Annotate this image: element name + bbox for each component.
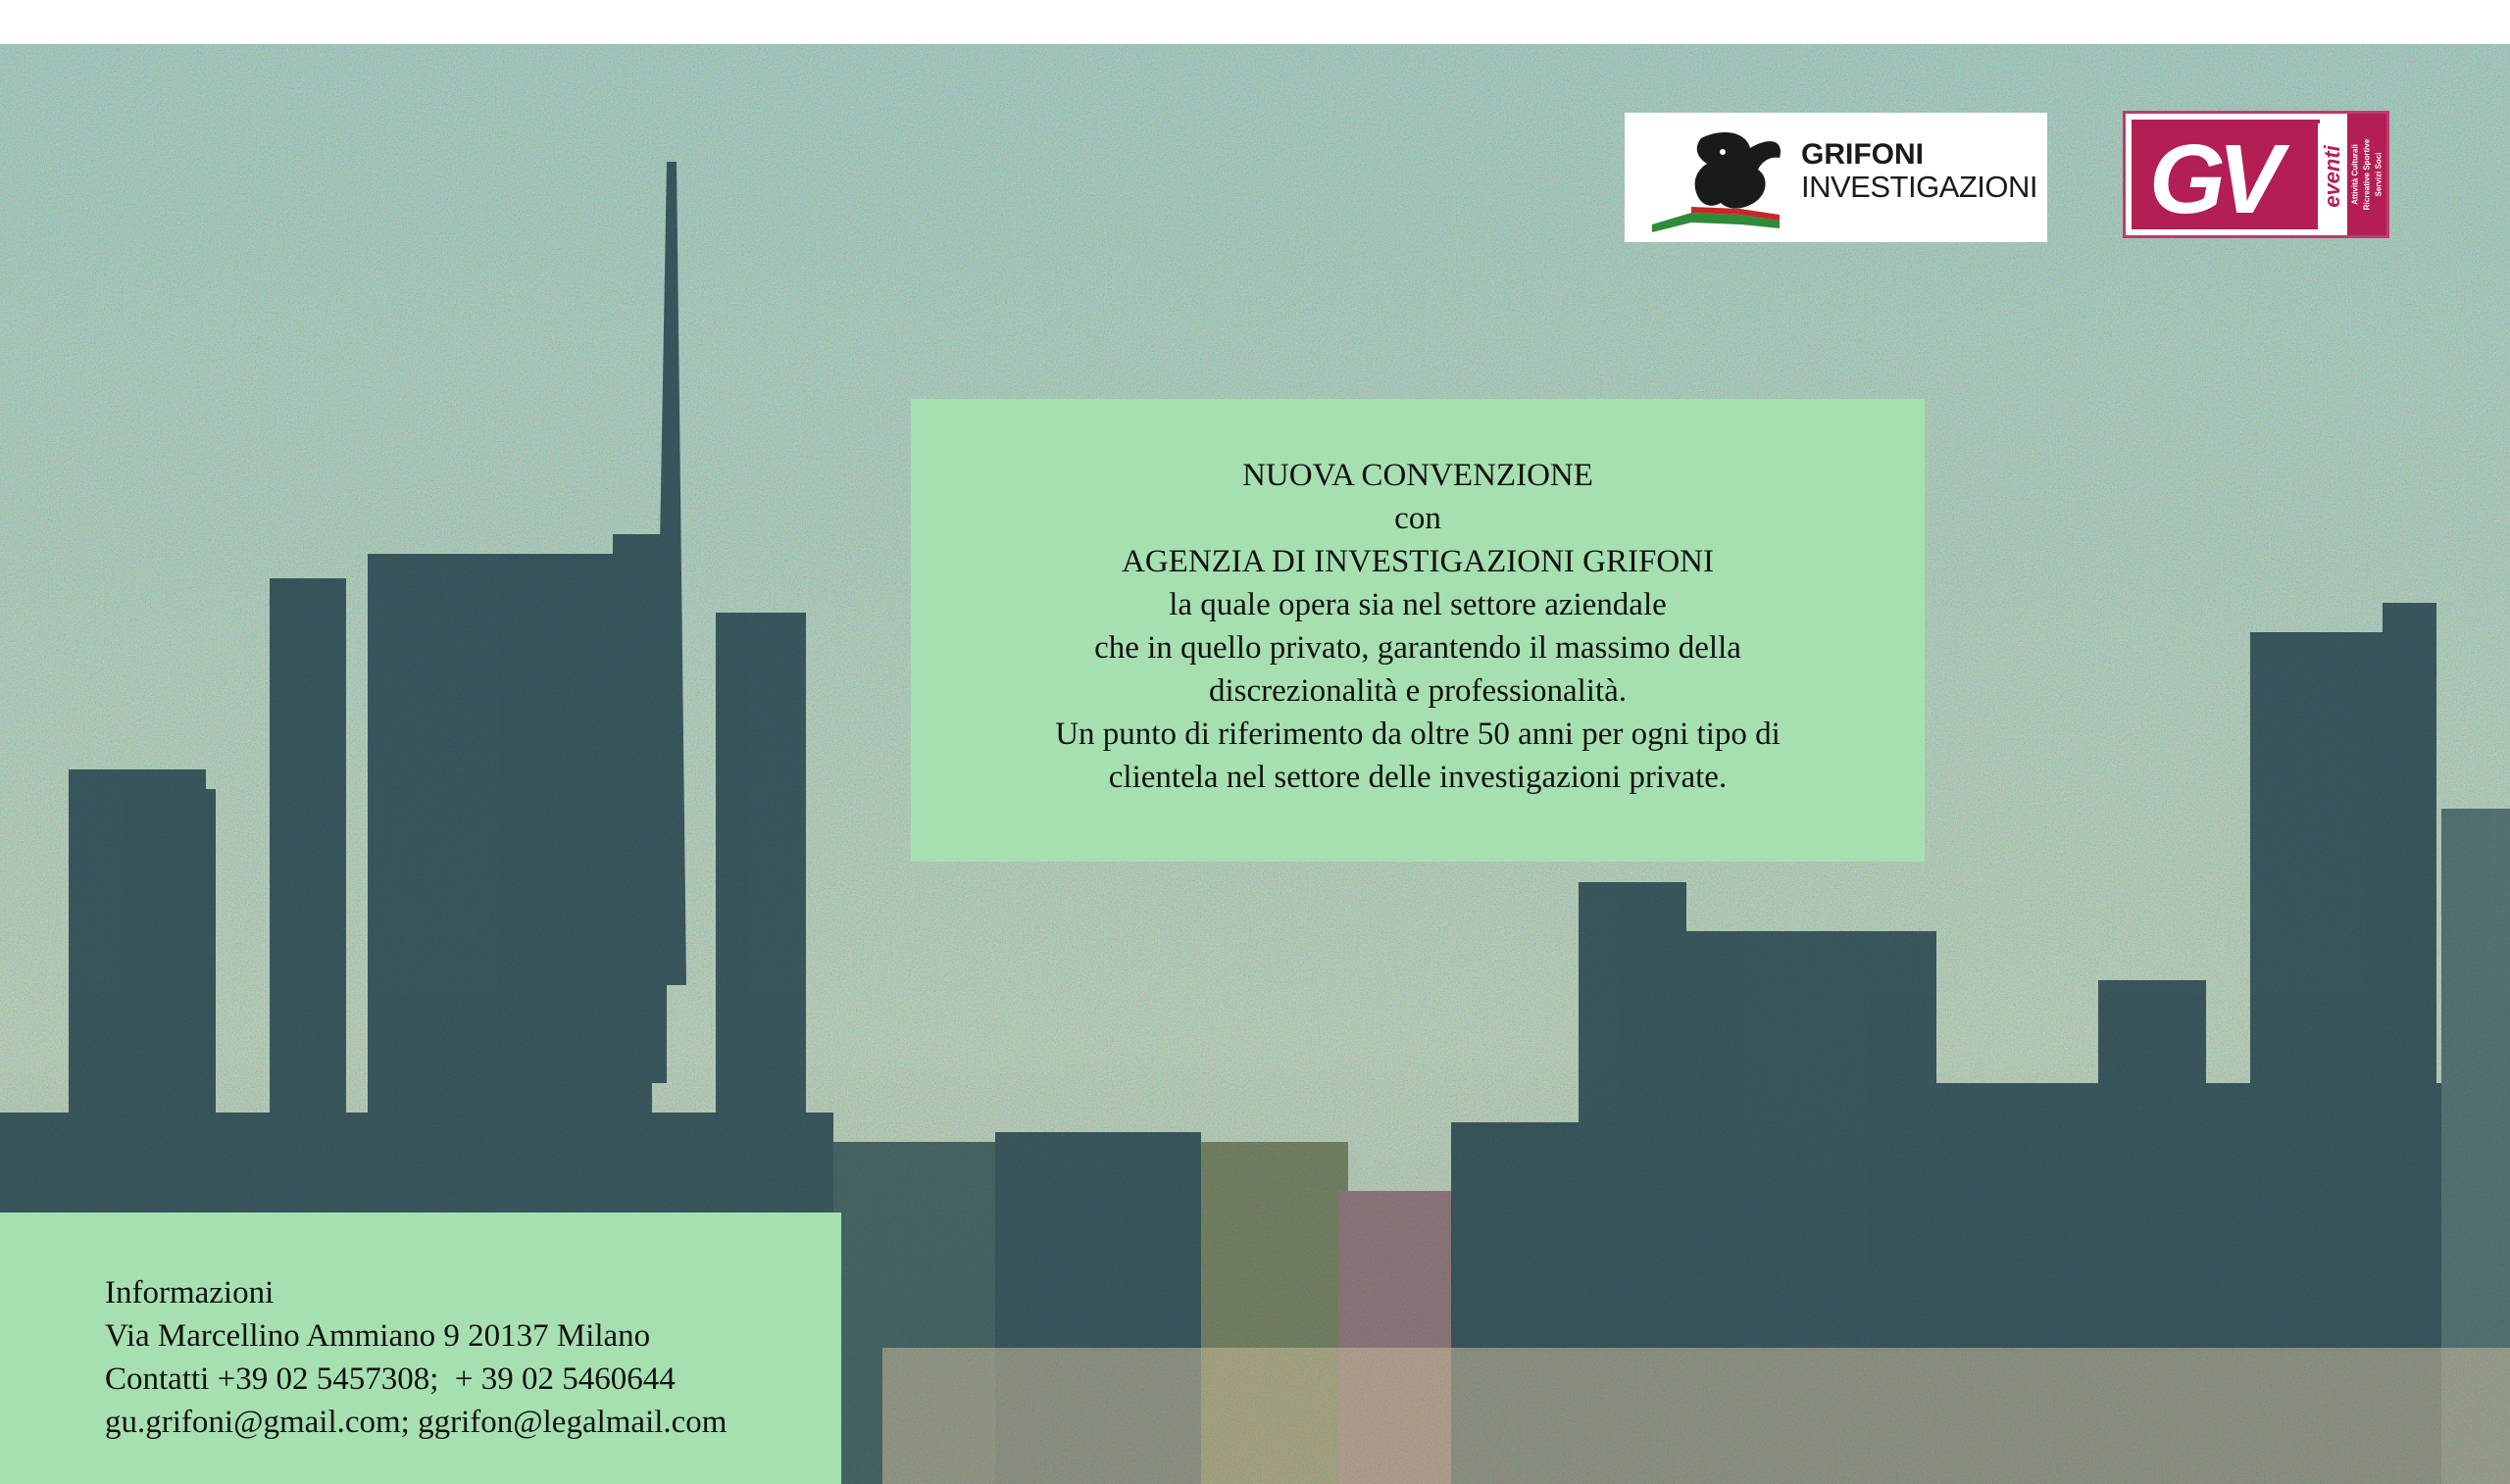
- gv-side-line: Servizi Soci: [2374, 152, 2384, 197]
- contact-heading: Informazioni: [105, 1275, 275, 1311]
- announcement-line: la quale opera sia nel settore aziendale: [1169, 587, 1667, 622]
- gv-eventi-tag: [2318, 124, 2347, 229]
- contact-address: Via Marcellino Ammiano 9 20137 Milano: [105, 1318, 651, 1354]
- gv-side-line: Attività Culturali: [2350, 144, 2360, 205]
- announcement-line: con: [1394, 501, 1441, 536]
- announcement-line: che in quello privato, garantendo il massimo della: [1094, 630, 1741, 666]
- gv-logo-text: GV: [2149, 124, 2276, 234]
- gv-side-strip: [2347, 114, 2386, 235]
- griffin-icon: [1632, 119, 1799, 236]
- announcement-text: [911, 454, 1925, 799]
- gv-side-line: Ricreative Sportive: [2362, 138, 2372, 211]
- contact-text: [105, 1271, 727, 1444]
- announcement-agency-name: AGENZIA DI INVESTIGAZIONI GRIFONI: [1122, 544, 1714, 579]
- gv-logo-block: [2132, 120, 2320, 234]
- gv-eventi-label: eventi: [2320, 145, 2344, 208]
- flyer-background: [0, 44, 2510, 1484]
- grifoni-logo-title: GRIFONI: [1801, 138, 1924, 171]
- announcement-panel: [911, 399, 1925, 862]
- contact-panel: [0, 1212, 841, 1484]
- announcement-line: discrezionalità e professionalità.: [1208, 673, 1628, 709]
- announcement-line: clientela nel settore delle investigazioni private.: [1108, 760, 1728, 795]
- gv-eventi-logo: [2123, 111, 2389, 238]
- announcement-heading: NUOVA CONVENZIONE: [1242, 458, 1593, 493]
- contact-emails: gu.grifoni@gmail.com; ggrifon@legalmail.com: [105, 1405, 728, 1440]
- grifoni-logo-subtitle: INVESTIGAZIONI: [1801, 170, 2038, 204]
- grifoni-logo: [1625, 113, 2047, 242]
- announcement-line: Un punto di riferimento da oltre 50 anni per ogni tipo di: [1055, 717, 1781, 752]
- contact-phones: Contatti +39 02 5457308; + 39 02 5460644: [105, 1361, 676, 1397]
